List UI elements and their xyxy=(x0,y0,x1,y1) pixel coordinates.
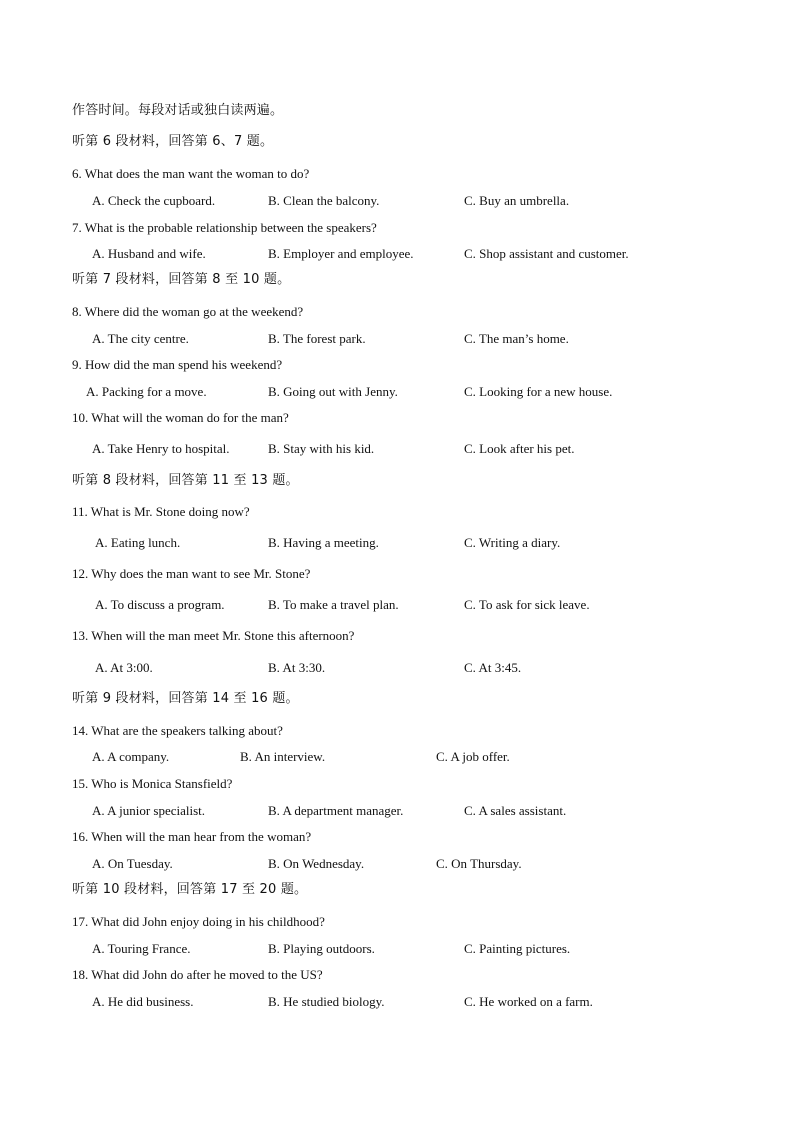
q9-option-b: B. Going out with Jenny. xyxy=(268,384,398,399)
q15-option-c: C. A sales assistant. xyxy=(464,803,567,818)
question-9: 9. How did the man spend his weekend? xyxy=(72,357,283,372)
q8-option-a: A. The city centre. xyxy=(92,331,189,346)
question-12: 12. Why does the man want to see Mr. Stone? xyxy=(72,566,311,581)
q16-option-b: B. On Wednesday. xyxy=(268,856,365,871)
q16-option-a: A. On Tuesday. xyxy=(92,856,173,871)
q17-option-b: B. Playing outdoors. xyxy=(268,941,375,956)
q9-option-a: A. Packing for a move. xyxy=(86,384,207,399)
q11-option-c: C. Writing a diary. xyxy=(464,535,561,550)
question-8: 8. Where did the woman go at the weekend? xyxy=(72,304,304,319)
question-11: 11. What is Mr. Stone doing now? xyxy=(72,504,250,519)
question-6: 6. What does the man want the woman to do? xyxy=(72,166,310,181)
q10-option-b: B. Stay with his kid. xyxy=(268,441,375,456)
q12-option-a: A. To discuss a program. xyxy=(95,597,225,612)
q17-option-c: C. Painting pictures. xyxy=(464,941,571,956)
q13-option-b: B. At 3:30. xyxy=(268,660,326,675)
q12-option-b: B. To make a travel plan. xyxy=(268,597,399,612)
q12-option-c: C. To ask for sick leave. xyxy=(464,597,590,612)
question-16: 16. When will the man hear from the woman? xyxy=(72,829,312,844)
instruction-text: 作答时间。每段对话或独白读两遍。 xyxy=(72,103,284,118)
q11-option-a: A. Eating lunch. xyxy=(95,535,181,550)
q6-option-a: A. Check the cupboard. xyxy=(92,193,216,208)
q8-option-b: B. The forest park. xyxy=(268,331,366,346)
q10-option-a: A. Take Henry to hospital. xyxy=(92,441,230,456)
q6-option-c: C. Buy an umbrella. xyxy=(464,193,570,208)
q18-option-a: A. He did business. xyxy=(92,994,194,1009)
q11-option-b: B. Having a meeting. xyxy=(268,535,379,550)
question-14: 14. What are the speakers talking about? xyxy=(72,723,283,738)
section-heading-6: 听第 6 段材料，回答第 6、7 题。 xyxy=(72,134,274,149)
q9-option-c: C. Looking for a new house. xyxy=(464,384,613,399)
q15-option-b: B. A department manager. xyxy=(268,803,404,818)
question-17: 17. What did John enjoy doing in his childhood? xyxy=(72,914,325,929)
q14-option-c: C. A job offer. xyxy=(436,749,510,764)
q17-option-a: A. Touring France. xyxy=(92,941,191,956)
q13-option-a: A. At 3:00. xyxy=(95,660,153,675)
question-15: 15. Who is Monica Stansfield? xyxy=(72,776,233,791)
q10-option-c: C. Look after his pet. xyxy=(464,441,575,456)
q7-option-c: C. Shop assistant and customer. xyxy=(464,246,629,261)
q15-option-a: A. A junior specialist. xyxy=(92,803,206,818)
q18-option-c: C. He worked on a farm. xyxy=(464,994,593,1009)
q7-option-a: A. Husband and wife. xyxy=(92,246,206,261)
question-18: 18. What did John do after he moved to the US? xyxy=(72,967,323,982)
q8-option-c: C. The man’s home. xyxy=(464,331,569,346)
question-13: 13. When will the man meet Mr. Stone this afternoon? xyxy=(72,628,355,643)
question-10: 10. What will the woman do for the man? xyxy=(72,410,289,425)
q6-option-b: B. Clean the balcony. xyxy=(268,193,380,208)
section-heading-10: 听第 10 段材料，回答第 17 至 20 题。 xyxy=(72,882,308,897)
q13-option-c: C. At 3:45. xyxy=(464,660,522,675)
section-heading-9: 听第 9 段材料，回答第 14 至 16 题。 xyxy=(72,691,299,706)
question-7: 7. What is the probable relationship between the speakers? xyxy=(72,220,377,235)
q14-option-b: B. An interview. xyxy=(240,749,326,764)
q7-option-b: B. Employer and employee. xyxy=(268,246,414,261)
section-heading-8: 听第 8 段材料，回答第 11 至 13 题。 xyxy=(72,473,299,488)
section-heading-7: 听第 7 段材料，回答第 8 至 10 题。 xyxy=(72,272,291,287)
q16-option-c: C. On Thursday. xyxy=(436,856,522,871)
q18-option-b: B. He studied biology. xyxy=(268,994,385,1009)
q14-option-a: A. A company. xyxy=(92,749,170,764)
